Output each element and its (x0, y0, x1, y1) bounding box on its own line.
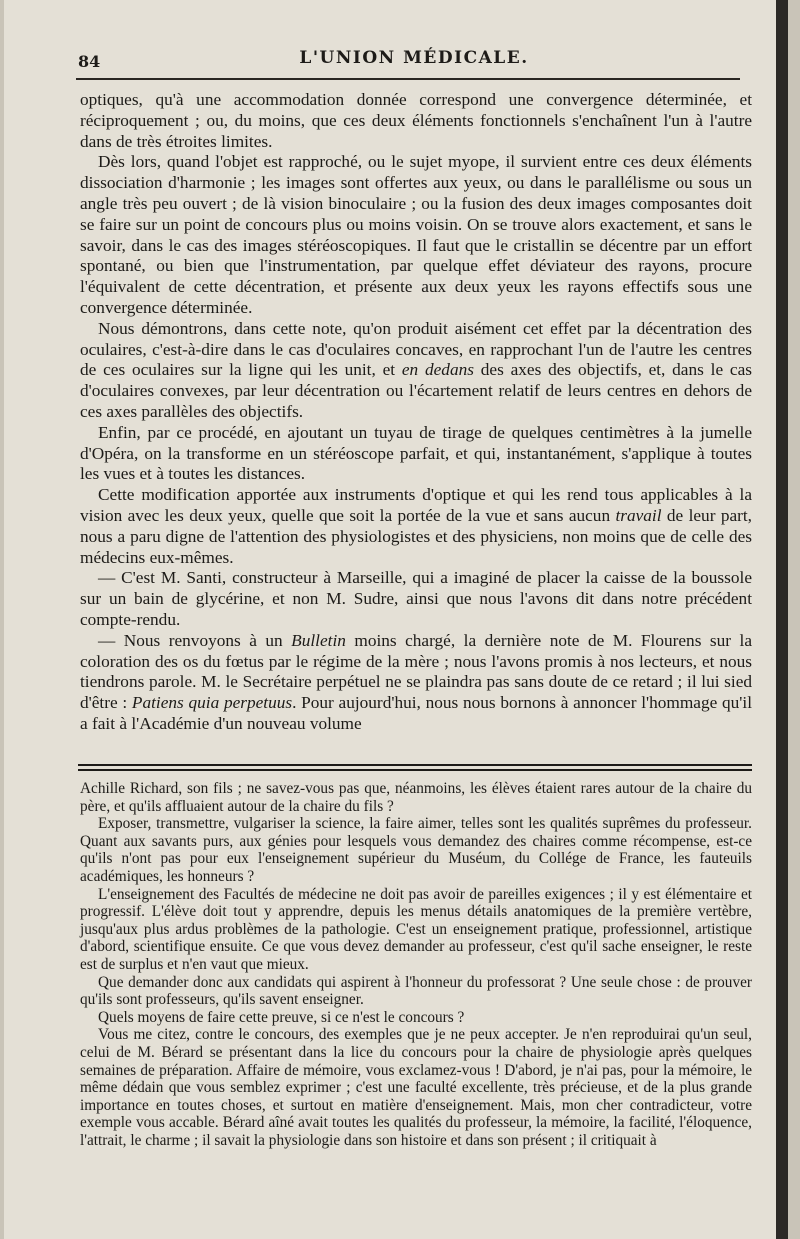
paragraph: Cette modification apportée aux instruments d'optique et qui les rend tous applicables à la vision avec les deux yeux, quelle que soit la portée de la vue et sans aucun travail de leur part, nous a paru digne de l'attention des physiologistes et des physiciens, non moins que de celle des médecins eux-mêmes. (80, 485, 753, 567)
italic-phrase: Bulletin (291, 630, 346, 650)
running-title: L'UNION MÉDICALE. (299, 48, 529, 68)
paragraph: optiques, qu'à une accommodation donnée correspond une convergence déterminée, et réciproquement ; ou, du moins, que ces deux éléments fonctionnels s'enchaînent l'un à l'autre dans de très étroites limites. (80, 90, 752, 151)
page-edge-shadow (776, 0, 788, 1239)
feuilleton-paragraph: Vous me citez, contre le concours, des exemples que je ne peux accepter. Je n'en reproduirai qu'un seul, celui de M. Bérard se présentant dans la lice du concours pour la chaire de physiologie après quelques semaines de préparation. Affaire de mémoire, vous exclamez-vous ! D'abord, je n'ai pas, pour la mémoire, le même dédain que vous semblez exprimer ; c'est une faculté excellente, très précieuse, et de la plus grande importance en toutes choses, et surtout en matière d'enseignement. Mais, mon cher contradicteur, votre exemple vous accable. Bérard aîné avait toutes les qualités du professeur, la mémoire, la facilité, l'éloquence, l'attrait, le charme ; il savait la physiologie dans son histoire et dans son présent ; il critiquait à (80, 1026, 752, 1149)
paragraph: — C'est M. Santi, constructeur à Marseille, qui a imaginé de placer la caisse de la boussole sur un bain de glycérine, et non M. Sudre, ainsi que nous l'avons dit dans notre précédent compte-rendu. (80, 568, 752, 629)
feuilleton-separator (78, 764, 752, 771)
feuilleton-paragraph: Que demander donc aux candidats qui aspirent à l'honneur du professorat ? Une seule chose : de prouver qu'ils sont professeurs, qu'ils savent enseigner. (80, 973, 752, 1009)
scanned-page (4, 0, 788, 1239)
feuilleton-paragraph: Quels moyens de faire cette preuve, si ce n'est le concours ? (98, 1008, 465, 1026)
feuilleton-paragraph: L'enseignement des Facultés de médecine ne doit pas avoir de pareilles exigences ; il y est élémentaire et progressif. L'élève doit tout y apprendre, depuis les menus détails anatomiques de la première vertèbre, jusqu'aux plus ardus problèmes de la pathologie. C'est un enseignement pratique, professionnel, artistique d'abord, scientifique ensuite. Ce que vous devez demander au professeur, c'est qu'il sache enseigner, le reste est de surplus et n'en vaut que mieux. (80, 885, 752, 973)
feuilleton-paragraph: Exposer, transmettre, vulgariser la science, la faire aimer, telles sont les qualités suprêmes du professeur. Quant aux savants purs, aux génies pour lesquels vous demandez des chaires comme récompense, est-ce qu'ils n'ont pas pour eux l'enseignement supérieur du Muséum, du Collége de France, les fauteuils académiques, les honneurs ? (80, 815, 752, 885)
feuilleton-paragraph: Achille Richard, son fils ; ne savez-vous pas que, néanmoins, les élèves étaient rares autour de la chaire du père, et qu'ils affluaient autour de la chaire du fils ? (80, 780, 752, 815)
paragraph: Dès lors, quand l'objet est rapproché, ou le sujet myope, il survient entre ces deux éléments dissociation d'harmonie ; les images sont offertes aux yeux, ou dans le parallélisme ou sous un angle très peu ouvert ; de là vision binoculaire ; ou la fusion des deux images composantes doit se faire sur un point de concours plus ou moins voisin. On se trouve alors exactement, et sans le savoir, dans le cas des images stéréoscopiques. Il faut que le cristallin se décentre par un effort spontané, ou bien que l'instrumentation, par quelque effet déviateur des rayons, procure l'équivalent de cette décentration, et présente aux deux yeux les rayons effectifs sous une convergence déterminée. (80, 152, 752, 317)
paragraph: — Nous renvoyons à un Bulletin moins chargé, la dernière note de M. Flourens sur la coloration des os du fœtus par le régime de la mère ; nous l'avons promis à nos lecteurs, et nous tiendrons parole. M. le Secrétaire perpétuel ne se plaindra pas sans doute de ce retard ; il lui sied d'être : Patiens quia perpetuus. Pour aujourd'hui, nous nous bornons à annoncer l'hommage qu'il a fait à l'Académie d'un nouveau volume (80, 630, 752, 733)
paragraph: Nous démontrons, dans cette note, qu'on produit aisément cet effet par la décentration des oculaires, c'est-à-dire dans le cas d'oculaires concaves, en rapprochant l'un de l'autre les centres de ces oculaires sur la ligne qui les unit, et en dedans des axes des objectifs, et, dans le cas d'oculaires convexes, par leur décentration ou l'écartement relatif de leurs centres en dehors de ces axes parallèles des objectifs. (80, 318, 752, 421)
main-article (80, 90, 752, 735)
italic-phrase: en dedans (401, 360, 474, 380)
italic-phrase: Patiens quia perpetuus (131, 693, 293, 713)
page-header (74, 46, 754, 74)
header-rule (76, 78, 740, 80)
feuilleton-section (80, 780, 752, 1149)
paragraph: Enfin, par ce procédé, en ajoutant un tuyau de tirage de quelques centimètres à la jumelle d'Opéra, on la transforme en un stéréoscope parfait, et qui, instantanément, s'applique à toutes les vues et à toutes les distances. (80, 422, 752, 484)
italic-phrase: travail (615, 505, 662, 525)
page-number: 84 (78, 52, 101, 71)
